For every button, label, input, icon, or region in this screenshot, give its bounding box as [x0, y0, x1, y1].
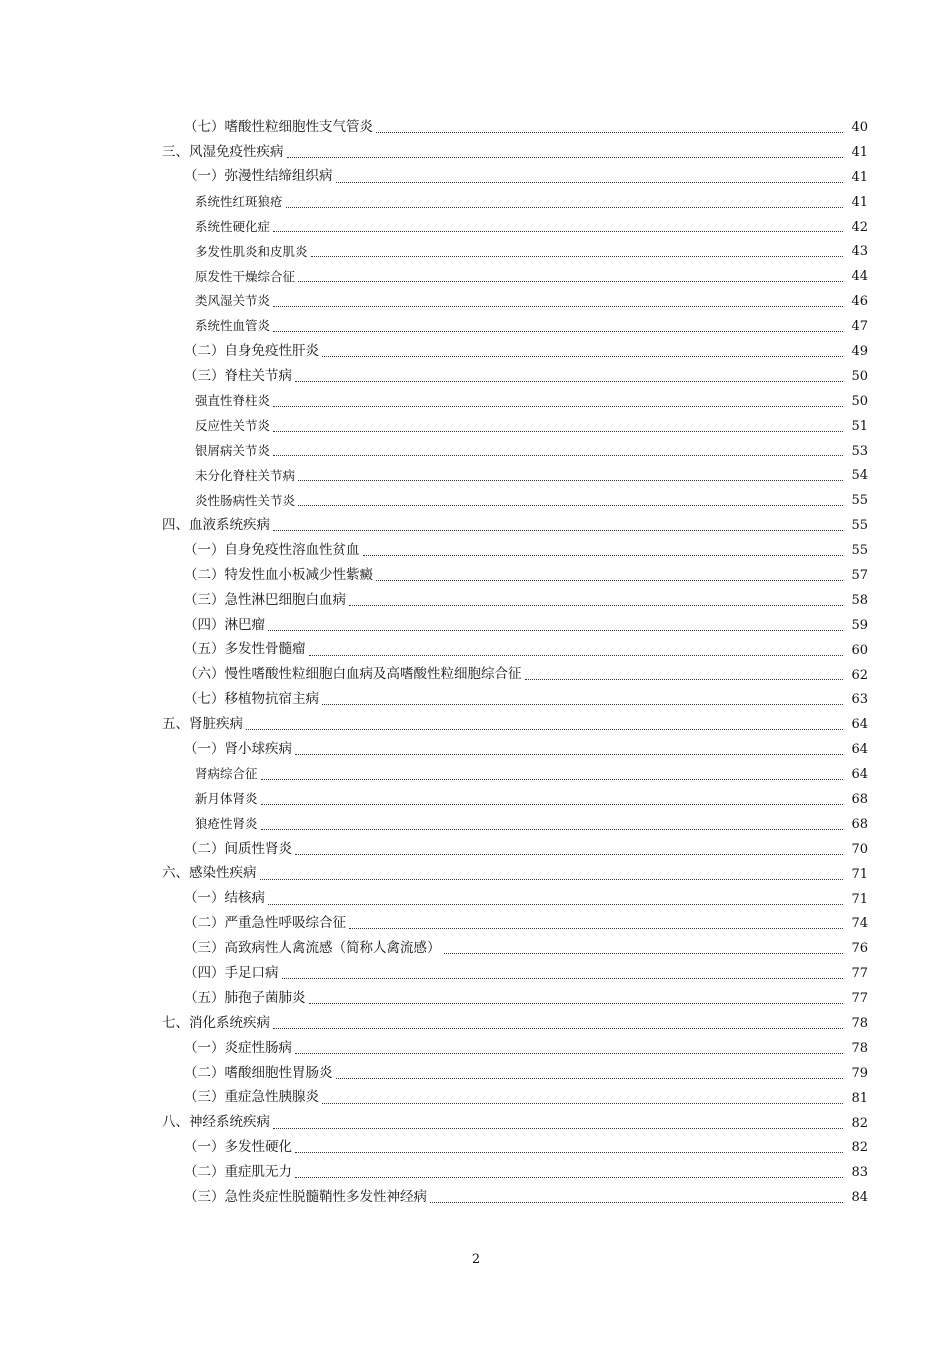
toc-entry-page: 78 — [851, 1016, 868, 1031]
dot-leader — [298, 479, 843, 481]
dot-leader — [298, 280, 843, 282]
toc-entry[interactable] — [0, 165, 952, 190]
toc-entry-page: 78 — [851, 1040, 868, 1056]
toc-entry[interactable] — [0, 687, 952, 712]
dot-leader — [376, 131, 843, 133]
toc-entry-page: 84 — [851, 1190, 868, 1206]
toc-entry-page: 77 — [851, 991, 868, 1007]
toc-entry-page: 57 — [851, 567, 868, 583]
toc-entry-title: 强直性脊柱炎 — [195, 392, 271, 408]
toc-entry-title: 五、肾脏疾病 — [162, 716, 243, 733]
toc-entry-title: （四）手足口病 — [184, 964, 279, 981]
dot-leader — [349, 927, 843, 929]
dot-leader — [261, 803, 843, 805]
dot-leader — [309, 654, 844, 656]
toc-entry-title: （一）肾小球疾病 — [184, 740, 292, 757]
dot-leader — [273, 529, 843, 531]
table-of-contents — [0, 115, 952, 1210]
toc-entry[interactable] — [0, 389, 952, 414]
toc-entry-page: 74 — [851, 916, 868, 932]
toc-entry-title: （二）间质性肾炎 — [184, 840, 292, 857]
toc-entry[interactable] — [0, 488, 952, 513]
toc-entry-page: 77 — [851, 966, 868, 982]
toc-entry[interactable] — [0, 1185, 952, 1210]
toc-entry[interactable] — [0, 737, 952, 762]
toc-entry-title: 七、消化系统疾病 — [162, 1014, 270, 1031]
dot-leader — [295, 1151, 843, 1153]
dot-leader — [246, 728, 843, 730]
dot-leader — [322, 355, 843, 357]
toc-entry-title: 系统性硬化症 — [195, 218, 271, 234]
dot-leader — [322, 1102, 843, 1104]
toc-entry[interactable] — [0, 613, 952, 638]
dot-leader — [349, 604, 843, 606]
dot-leader — [525, 678, 844, 680]
toc-entry[interactable] — [0, 364, 952, 389]
page-number: 2 — [471, 1252, 481, 1267]
toc-entry-title: （七）嗜酸性粒细胞性支气管炎 — [184, 118, 373, 135]
toc-entry-title: （四）淋巴瘤 — [184, 616, 265, 633]
toc-entry-page: 70 — [851, 841, 868, 857]
dot-leader — [430, 1201, 843, 1203]
toc-entry-page: 53 — [851, 443, 868, 459]
toc-entry-title: （六）慢性嗜酸性粒细胞白血病及高嗜酸性粒细胞综合征 — [184, 666, 522, 683]
toc-entry-page: 68 — [851, 816, 868, 832]
dot-leader — [260, 878, 844, 880]
toc-entry-title: （三）重症急性胰腺炎 — [184, 1089, 319, 1106]
toc-entry-title: 反应性关节炎 — [195, 417, 271, 433]
toc-entry[interactable] — [0, 712, 952, 737]
toc-entry-title: （一）弥漫性结缔组织病 — [184, 168, 333, 185]
toc-entry-title: （一）结核病 — [184, 890, 265, 907]
toc-entry[interactable] — [0, 339, 952, 364]
toc-entry-page: 81 — [851, 1090, 868, 1106]
toc-entry-title: 原发性干燥综合征 — [195, 268, 296, 284]
toc-entry-page: 59 — [851, 617, 868, 633]
toc-entry-page: 42 — [851, 219, 868, 235]
toc-entry[interactable] — [0, 887, 952, 912]
toc-entry-title: 新月体肾炎 — [195, 791, 258, 807]
toc-entry-page: 82 — [851, 1140, 868, 1156]
toc-entry-page: 63 — [851, 692, 868, 708]
toc-entry-title: （一）自身免疫性溶血性贫血 — [184, 541, 360, 558]
toc-entry-page: 60 — [851, 642, 868, 658]
toc-entry-title: （七）移植物抗宿主病 — [184, 691, 319, 708]
toc-entry-page: 68 — [851, 791, 868, 807]
toc-entry[interactable] — [0, 936, 952, 961]
toc-entry[interactable] — [0, 115, 952, 140]
toc-entry[interactable] — [0, 439, 952, 464]
toc-entry-page: 71 — [851, 866, 868, 882]
toc-entry-page: 49 — [851, 343, 868, 359]
toc-entry-title: （五）肺孢子菌肺炎 — [184, 989, 306, 1006]
dot-leader — [336, 1077, 844, 1079]
toc-entry-title: （三）急性炎症性脱髓鞘性多发性神经病 — [184, 1188, 427, 1205]
toc-entry-page: 83 — [851, 1165, 868, 1181]
dot-leader — [363, 554, 844, 556]
toc-entry-title: 多发性肌炎和皮肌炎 — [195, 243, 308, 259]
toc-entry-title: 类风湿关节炎 — [195, 293, 271, 309]
toc-entry[interactable] — [0, 538, 952, 563]
dot-leader — [309, 1002, 844, 1004]
toc-entry[interactable] — [0, 588, 952, 613]
dot-leader — [273, 1127, 843, 1129]
dot-leader — [376, 579, 843, 581]
toc-entry-title: 炎性肠病性关节炎 — [195, 492, 296, 508]
toc-entry[interactable] — [0, 961, 952, 986]
toc-entry[interactable] — [0, 663, 952, 688]
toc-entry-title: 八、神经系统疾病 — [162, 1114, 270, 1131]
toc-entry-page: 44 — [851, 269, 868, 285]
toc-entry[interactable] — [0, 1086, 952, 1111]
dot-leader — [261, 828, 843, 830]
dot-leader — [261, 778, 843, 780]
dot-leader — [273, 305, 843, 307]
toc-entry-title: 六、感染性疾病 — [162, 865, 257, 882]
toc-entry[interactable] — [0, 762, 952, 787]
toc-entry-page: 46 — [851, 294, 868, 310]
toc-entry[interactable] — [0, 1111, 952, 1136]
toc-entry-page: 43 — [851, 244, 868, 260]
toc-entry[interactable] — [0, 264, 952, 289]
dot-leader — [298, 504, 843, 506]
toc-entry[interactable] — [0, 862, 952, 887]
dot-leader — [322, 703, 843, 705]
toc-entry-title: （二）特发性血小板减少性紫癜 — [184, 566, 373, 583]
toc-entry-title: 系统性红斑狼疮 — [195, 193, 283, 209]
toc-entry-title: 四、血液系统疾病 — [162, 516, 270, 533]
toc-entry[interactable] — [0, 463, 952, 488]
dot-leader — [295, 853, 843, 855]
dot-leader — [273, 1027, 843, 1029]
dot-leader — [268, 903, 843, 905]
toc-entry[interactable] — [0, 314, 952, 339]
toc-entry-title: 狼疮性肾炎 — [195, 816, 258, 832]
toc-entry-page: 58 — [851, 592, 868, 608]
toc-entry-page: 41 — [851, 169, 868, 185]
toc-entry-page: 62 — [851, 667, 868, 683]
toc-entry-page: 41 — [851, 194, 868, 210]
toc-entry[interactable] — [0, 563, 952, 588]
toc-entry[interactable] — [0, 140, 952, 165]
toc-entry[interactable] — [0, 986, 952, 1011]
toc-entry-title: （五）多发性骨髓瘤 — [184, 641, 306, 658]
dot-leader — [295, 380, 843, 382]
toc-entry-page: 40 — [851, 119, 868, 135]
toc-entry-page: 76 — [851, 941, 868, 957]
dot-leader — [273, 230, 843, 232]
toc-entry-page: 51 — [851, 418, 868, 434]
toc-entry-page: 41 — [851, 144, 868, 160]
toc-entry-title: （一）炎症性肠病 — [184, 1039, 292, 1056]
dot-leader — [282, 977, 844, 979]
toc-entry[interactable] — [0, 190, 952, 215]
dot-leader — [444, 952, 844, 954]
toc-entry[interactable] — [0, 1160, 952, 1185]
toc-entry-title: （二）自身免疫性肝炎 — [184, 342, 319, 359]
toc-entry-page: 71 — [851, 891, 868, 907]
toc-entry-page: 47 — [851, 319, 868, 335]
dot-leader — [295, 1176, 843, 1178]
dot-leader — [336, 181, 844, 183]
toc-entry-page: 55 — [851, 543, 868, 559]
toc-entry-title: （二）嗜酸细胞性胃肠炎 — [184, 1064, 333, 1081]
toc-entry-title: 肾病综合征 — [195, 766, 258, 782]
toc-entry-title: 未分化脊柱关节病 — [195, 467, 296, 483]
toc-entry-page: 79 — [851, 1065, 868, 1081]
toc-entry-page: 55 — [851, 518, 868, 534]
toc-entry[interactable] — [0, 239, 952, 264]
toc-entry[interactable] — [0, 414, 952, 439]
dot-leader — [273, 405, 843, 407]
toc-entry[interactable] — [0, 1061, 952, 1086]
toc-entry-page: 50 — [851, 393, 868, 409]
toc-entry-title: （三）高致病性人禽流感（简称人禽流感） — [184, 940, 441, 957]
toc-entry[interactable] — [0, 787, 952, 812]
toc-entry[interactable] — [0, 912, 952, 937]
toc-entry[interactable] — [0, 215, 952, 240]
toc-entry-page: 64 — [851, 742, 868, 758]
toc-entry-page: 50 — [851, 368, 868, 384]
toc-entry[interactable] — [0, 1036, 952, 1061]
toc-entry-title: 系统性血管炎 — [195, 318, 271, 334]
toc-entry[interactable] — [0, 1136, 952, 1161]
dot-leader — [273, 330, 843, 332]
toc-entry[interactable] — [0, 513, 952, 538]
toc-entry-title: （一）多发性硬化 — [184, 1139, 292, 1156]
dot-leader — [268, 629, 843, 631]
toc-entry-page: 82 — [851, 1115, 868, 1131]
dot-leader — [273, 454, 843, 456]
dot-leader — [286, 206, 843, 208]
toc-entry-title: （二）严重急性呼吸综合征 — [184, 915, 346, 932]
toc-entry-page: 64 — [851, 767, 868, 783]
toc-entry[interactable] — [0, 638, 952, 663]
toc-entry-page: 54 — [851, 468, 868, 484]
toc-entry-title: （二）重症肌无力 — [184, 1164, 292, 1181]
dot-leader — [295, 1052, 843, 1054]
toc-entry[interactable] — [0, 837, 952, 862]
dot-leader — [295, 753, 843, 755]
toc-entry-page: 55 — [851, 493, 868, 509]
dot-leader — [273, 430, 843, 432]
toc-entry-title: 银屑病关节炎 — [195, 442, 271, 458]
dot-leader — [311, 255, 843, 257]
toc-entry-title: （三）脊柱关节病 — [184, 367, 292, 384]
toc-entry-title: 三、风湿免疫性疾病 — [162, 143, 284, 160]
dot-leader — [287, 156, 844, 158]
toc-entry[interactable] — [0, 1011, 952, 1036]
toc-entry-page: 64 — [851, 717, 868, 733]
toc-entry-title: （三）急性淋巴细胞白血病 — [184, 591, 346, 608]
toc-entry[interactable] — [0, 289, 952, 314]
toc-entry[interactable] — [0, 812, 952, 837]
